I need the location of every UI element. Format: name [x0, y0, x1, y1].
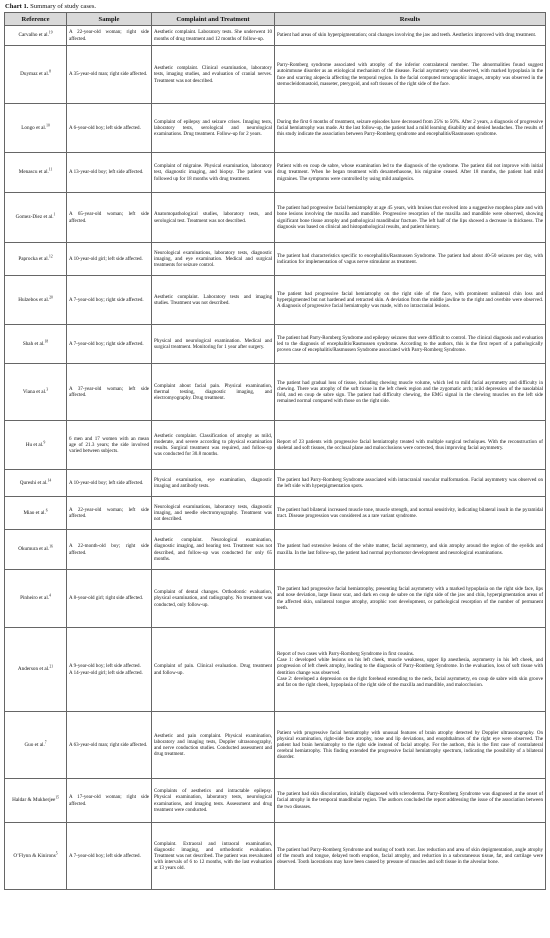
complaint-line: Anatomopathological studies, laboratory tests, and serological test. Treatment was not described.	[154, 211, 272, 224]
sample-line: A 8-year-old girl; right side affected.	[69, 595, 144, 602]
results-line: The patient had progressive facial hemiatrophy on the right side of the face, with prominent unilateral chin loss and hyperpigmented but not hardened and retracted skin. A deviation from the middle jawline to the right and overbite were observed. A diagnosis of progressive facial hemiatrophy was made, with no intracranial lesions.	[277, 290, 543, 310]
table-row	[5, 497, 546, 530]
complaint-line: Aesthetic and pain complaint. Physical examination, laboratory and imaging tests, Doppler ultrasonography, and nerve conduction studies. Conducted assessment and drug treatment.	[154, 732, 272, 758]
results-line: Case 1: developed white lesions on his left cheek, muscle weakness, upper lip anesthesia, asymmetry in his left cheek, and progression of left cheek atrophy, leading to the diagnosis of Parry-Romberg Syndrome. In the evaluation, loss of soft tissue with dentition change was observed.	[277, 657, 543, 676]
complaint-line: Aesthetic complaint. Classification of atrophy as mild, moderate, and severe according to physical examination results. Surgical treatment was required, and follow-up was conducted for 30.8 months.	[154, 432, 272, 458]
results-line: The patient had skin discoloration, initially diagnosed with scleroderma. Parry-Romberg Syndrome was diagnosed at the onset of facial atrophy in the temporal mandibular region. The authors concluded the report addressing the issue of the association between the two diseases.	[277, 791, 543, 810]
table-row	[5, 470, 546, 497]
cell-reference	[5, 325, 67, 364]
reference-text: Qureshi et al.	[19, 479, 48, 486]
header-sample: Sample	[67, 13, 152, 26]
sample-line: A 22-year-old woman; left side affected.	[69, 506, 149, 519]
sample-line: A 7-year-old boy; right side affected.	[69, 340, 144, 347]
cell-complaint	[152, 46, 275, 104]
table-row	[5, 153, 546, 193]
complaint-line: Aesthetic complaint. Laboratory tests. She underwent 10 months of drug treatment and 12 months of follow-up.	[154, 29, 272, 42]
results-line: Report of two cases with Parry-Romberg Syndrome in first cousins.	[277, 651, 414, 658]
cell-results	[275, 243, 546, 276]
results-line: Report of 23 patients with progressive facial hemiatrophy treated with multiple surgical techniques. With the reconstruction of skeletal and soft tissues, the occlusal plane and malocclusions were corrected, thus improving facial asymmetry.	[277, 438, 543, 451]
complaint-line: Aesthetic complaint. Clinical examination, laboratory tests, imaging studies, and evaluation of cranial nerves. Treatment was not described.	[154, 65, 272, 84]
results-line: Parry-Romberg syndrome associated with atrophy of the inferior contralateral member. The abnormalities found suggest autoimmune disorder as an etiological mechanism of the disease. Facial asymmetry was observed, with marked hypoplasia in the face and scarring alopecia affecting the temporal region. In the facial computed tomographic images, atrophy was observed in the sternocleidomastoid, masseter, pterygoid, and soft tissues of the right side of the face.	[277, 62, 543, 87]
cell-reference	[5, 193, 67, 243]
sample-line: A 65-year-old woman; left side affected.	[69, 211, 149, 224]
cell-complaint	[152, 570, 275, 628]
cell-reference	[5, 243, 67, 276]
cell-results	[275, 104, 546, 153]
cell-sample	[67, 570, 152, 628]
complaint-line: Physical examination, eye examination, diagnostic imaging and antibody tests.	[154, 476, 272, 489]
table-row	[5, 823, 546, 890]
cell-complaint	[152, 470, 275, 497]
table-row	[5, 325, 546, 364]
cell-sample	[67, 325, 152, 364]
reference-text: Pinheiro et al.	[20, 595, 50, 602]
cell-sample	[67, 712, 152, 779]
table-row	[5, 628, 546, 712]
cell-complaint	[152, 193, 275, 243]
sample-line: 6 men and 17 women with an mean age of 21.3 years; the side involved varied between subjects.	[69, 435, 149, 455]
cell-results	[275, 779, 546, 823]
study-cases-table	[4, 12, 546, 890]
reference-citation: 9	[43, 440, 46, 445]
cell-reference	[5, 46, 67, 104]
results-line: The patient had extensive lesions of the white matter, facial asymmetry, and skin atrophy around the region of the eyelids and maxilla. In the last follow-up, the patient had normal psychomotor development and neurological examinations.	[277, 543, 543, 556]
cell-reference	[5, 153, 67, 193]
reference-citation: 21	[49, 664, 54, 669]
reference-text: Menascu et al.	[18, 169, 49, 176]
cell-complaint	[152, 325, 275, 364]
sample-line: A 22-year-old woman; right side affected.	[69, 29, 149, 42]
cell-reference	[5, 364, 67, 421]
complaint-line: Complaint about facial pain. Physical examination, thermal testing, diagnostic imaging, and electromyography. Drug treatment.	[154, 382, 272, 402]
table-row	[5, 104, 546, 153]
reference-citation: 14	[47, 478, 52, 483]
cell-complaint	[152, 530, 275, 570]
cell-complaint	[152, 779, 275, 823]
cell-results	[275, 153, 546, 193]
sample-line: A 7-year-old boy; left side affected.	[69, 852, 141, 859]
cell-reference	[5, 779, 67, 823]
reference-text: Guo et al.	[24, 741, 45, 748]
cell-sample	[67, 779, 152, 823]
reference-citation: 12	[49, 254, 53, 259]
complaint-line: Complaint. Extraoral and intraoral examination, diagnostic imaging, and orthodontic evaluation. Treatment was not described. The patient was reevaluated with intervals of 6 to 12 months, with the last evaluation at 13 years old.	[154, 840, 272, 872]
results-line: Patient had areas of skin hyperpigmentation; oral changes involving the jaw and teeth. Aesthetics improved with drug treatment.	[277, 32, 537, 39]
cell-sample	[67, 46, 152, 104]
table-row	[5, 530, 546, 570]
sample-line: A 17-year-old woman; right side affected.	[69, 794, 149, 807]
cell-sample	[67, 421, 152, 470]
cell-reference	[5, 712, 67, 779]
results-line: Case 2: developed a depression on the right forehead extending to the neck, facial asymmetry, en coup de sabre with skin groove and fat on the right cheek, hypoplasia of the right side of the maxilla and mandible, and malocclusion.	[277, 675, 543, 688]
cell-reference	[5, 421, 67, 470]
results-line: The patient had progressive facial hemiatrophy, presenting facial asymmetry with a marked hypoplasia on the right side face, lips and nose deviation, large linear scar, and dark en coup de sabre on the right side of the jaw and chin, hyperpigmentation areas of the affected skin, unilateral tongue atrophy, atrophic root development, or pathological resorption of the number of permanent teeth.	[277, 586, 543, 611]
cell-results	[275, 26, 546, 46]
results-line: The patient had progressive facial hemiatrophy at age 45 years, with bruises that evolved into a suggestive morphea plate and with bone lesions involving the maxilla and mandible. Progressive resorption of the maxilla and mandible were observed, showing significant bone tissue atrophy and pathological mandibular fracture. The left half of the lips showed a decrease in thickness. The diagnosis was based on clinical and histopathological results, and patient history.	[277, 205, 543, 230]
reference-text: Hulzebos et al.	[18, 296, 50, 303]
results-line: The patient had Parry-Romberg Syndrome and epilepsy seizures that were difficult to control. The clinical diagnosis and evaluation led to the diagnosis of encephalitis/Rasmussen syndrome. According to the authors, this is the first report of a pathologically proven case of encephalitis/Rasmussen Syndrome associated with Parry-Romberg Syndrome.	[277, 334, 543, 354]
reference-text: Viana et al.	[22, 388, 47, 395]
cell-complaint	[152, 276, 275, 325]
table-row	[5, 779, 546, 823]
reference-text: Anderson et al.	[17, 666, 50, 673]
cell-complaint	[152, 421, 275, 470]
cell-sample	[67, 243, 152, 276]
complaint-line: Physical and neurological examination. Medical and surgical treatment. Monitoring for 1 year after surgery.	[154, 337, 272, 350]
cell-results	[275, 193, 546, 243]
reference-citation: 19	[48, 30, 53, 35]
sample-line: A 37-year-old woman; left side affected.	[69, 385, 149, 398]
reference-text: Miao et al.	[23, 509, 46, 516]
reference-citation: 11	[48, 167, 53, 172]
cell-reference	[5, 628, 67, 712]
complaint-line: Complaint of epilepsy and seizure crises. Imaging tests, laboratory tests, serological and neurological examinations. Drug treatment. Follow-up for 2 years.	[154, 118, 272, 138]
results-line: Patient with progressive facial hemiatrophy with unusual features of brain atrophy detected by Doppler ultrasonography. On physical examination, right-side face atrophy, nose and lip deviations, and enophthalmos of the right eye were observed. The patient had brain hemiatrophy to the right side instead of facial atrophy. For the authors, this is the first case of contralateral cerebral hemiatrophy. This finding extended the progressive facial hemiatrophy spectrum, indicating the possibility of a bilateral disorder.	[277, 729, 543, 761]
reference-citation: 16	[49, 544, 53, 549]
caption-label: Chart 1.	[5, 3, 29, 10]
cell-sample	[67, 530, 152, 570]
header-results: Results	[275, 13, 546, 26]
cell-complaint	[152, 104, 275, 153]
results-line: The patient had Parry-Romberg Syndrome and tearing of tooth root. Jaw reduction and area of skin depigmentation, angle atrophy of the mouth and tongue, delayed tooth eruption, facial atrophy, and reduction in a subcutaneous tissue, fat, and cartilage were observed. Tooth lacerations may have been caused by pressure of muscles and soft tissue in the alveolar bone.	[277, 846, 543, 866]
cell-results	[275, 46, 546, 104]
table-header-row	[5, 13, 546, 26]
sample-line: A 13-year-old boy; left side affected.	[69, 169, 144, 176]
table-row	[5, 193, 546, 243]
sample-line: A 9-year-old boy; left side affected.	[69, 663, 141, 670]
cell-reference	[5, 530, 67, 570]
reference-citation: 15	[55, 795, 59, 800]
cell-results	[275, 570, 546, 628]
cell-sample	[67, 104, 152, 153]
cell-results	[275, 628, 546, 712]
complaint-line: Neurological examinations, laboratory tests, diagnostic imaging, and needle electromyography. Treatment was not described.	[154, 503, 272, 523]
reference-text: Gomez-Diez et al.	[15, 214, 54, 221]
table-caption	[5, 3, 546, 11]
cell-sample	[67, 364, 152, 421]
results-line: The patient had characteristics specific to encephalitis/Rasmussen Syndrome. The patient had about 40-50 seizures per day, with indication for implementation of vagus nerve stimulator as treatment.	[277, 252, 543, 265]
cell-sample	[67, 276, 152, 325]
complaint-line: Complaints of aesthetics and intractable epilepsy. Physical examination, laboratory tests, neurological examinations, and imaging tests. Assessment and drug treatment were conducted.	[154, 788, 272, 813]
results-line: The patient had Parry-Romberg Syndrome associated with intracranial vascular malformation. Facial asymmetry was observed on the left side with hyperpigmentation spots.	[277, 476, 543, 489]
cell-reference	[5, 823, 67, 890]
reference-citation: 18	[44, 339, 49, 344]
table-row	[5, 570, 546, 628]
results-line: Patient with en coup de sabre, whose examination led to the diagnosis of the syndrome. The patient did not improve with initial drug treatment. When he began treatment with dexamethasone, his migraine ceased. After 18 months, the patient had mild migraines. The symptoms were controlled by using mild analgesics.	[277, 163, 543, 182]
results-line: The patient had bilateral increased muscle tone, muscle strength, and normal sensitivity, indicating bilateral insult in the pyramidal tract. Disease progression was considered as a rare variant syndrome.	[277, 506, 543, 519]
caption-text: Summary of study cases.	[30, 3, 97, 10]
cell-complaint	[152, 823, 275, 890]
cell-results	[275, 497, 546, 530]
cell-sample	[67, 497, 152, 530]
reference-citation: 5	[55, 851, 58, 856]
reference-citation: 1	[53, 212, 56, 217]
complaint-line: Neurological examinations, laboratory tests, diagnostic imaging, and eye examination. Medical and surgical treatments for seizure control.	[154, 249, 272, 269]
table-row	[5, 46, 546, 104]
table-row	[5, 243, 546, 276]
table-row	[5, 421, 546, 470]
reference-citation: 6	[45, 508, 48, 513]
reference-citation: 4	[49, 593, 51, 598]
sample-line: A 6-year-old boy; left side affected.	[69, 124, 141, 131]
cell-complaint	[152, 243, 275, 276]
reference-text: Carvalho et al.	[18, 32, 49, 39]
reference-text: Duymaz et al.	[20, 71, 50, 78]
sample-line: A 35-year-old man; right side affected.	[69, 71, 148, 78]
cell-complaint	[152, 153, 275, 193]
table-body	[5, 26, 546, 890]
cell-sample	[67, 153, 152, 193]
reference-citation: 7	[44, 740, 47, 745]
sample-line: A 10-year-old boy; left side affected.	[69, 479, 144, 486]
reference-text: Haldar & Mukherjee	[12, 797, 56, 804]
cell-sample	[67, 26, 152, 46]
table-row	[5, 26, 546, 46]
reference-citation: 3	[46, 387, 49, 392]
sample-line: A 14-year-old girl; left side affected.	[69, 669, 143, 676]
reference-citation: 20	[49, 295, 53, 300]
reference-citation: 10	[46, 123, 50, 128]
table-row	[5, 712, 546, 779]
sample-line: A 10-year-old girl; left side affected.	[69, 255, 143, 262]
cell-results	[275, 530, 546, 570]
header-complaint: Complaint and Treatment	[152, 13, 275, 26]
cell-reference	[5, 276, 67, 325]
cell-sample	[67, 628, 152, 712]
cell-results	[275, 823, 546, 890]
cell-complaint	[152, 26, 275, 46]
cell-sample	[67, 823, 152, 890]
complaint-line: Complaint of migraine. Physical examination, laboratory test, diagnostic imaging, and biopsy. The patient was followed up for 18 months with drug treatment.	[154, 163, 272, 182]
reference-text: Longo et al.	[21, 124, 47, 131]
cell-results	[275, 325, 546, 364]
sample-line: A 63-year-old man; right side affected.	[69, 741, 148, 748]
cell-sample	[67, 193, 152, 243]
reference-text: Shah et al.	[22, 340, 45, 347]
complaint-line: Complaint of pain. Clinical evaluation. Drug treatment and follow-up.	[154, 663, 272, 676]
reference-text: O’Flynn & Kinirons	[13, 852, 56, 859]
cell-complaint	[152, 364, 275, 421]
cell-sample	[67, 470, 152, 497]
sample-line: A 22-month-old boy; right side affected.	[69, 543, 149, 556]
reference-text: Hu et al.	[25, 441, 44, 448]
cell-reference	[5, 104, 67, 153]
cell-results	[275, 276, 546, 325]
cell-complaint	[152, 712, 275, 779]
table-row	[5, 364, 546, 421]
complaint-line: Aesthetic complaint. Neurological examination, diagnostic imaging, and hearing test. Treatment was not described, and follow-up was conducted for only 65 months.	[154, 537, 272, 562]
results-line: The patient had gradual loss of tissue, including chewing muscle volume, which led to mild facial asymmetry and difficulty in chewing. There was atrophy of the soft tissue in the left cheek region and the zygomatic arch; mild depression of the nasolabial fold, and en coup de sabre sign. The patient had difficulty chewing, the EMG signal in the chewing muscles on the left side remained normal compared with those on the right side.	[277, 379, 543, 405]
table-row	[5, 276, 546, 325]
cell-results	[275, 364, 546, 421]
reference-text: Paprocka et al.	[18, 255, 50, 262]
cell-results	[275, 421, 546, 470]
cell-results	[275, 470, 546, 497]
cell-results	[275, 712, 546, 779]
cell-reference	[5, 497, 67, 530]
reference-text: Okumura et al.	[18, 546, 50, 553]
sample-line: A 7-year-old boy; right side affected.	[69, 296, 144, 303]
cell-complaint	[152, 497, 275, 530]
complaint-line: Complaint of dental changes. Orthodontic evaluation, physical examination, and radiography. No treatment was conducted, only follow-up.	[154, 589, 272, 608]
complaint-line: Aesthetic complaint. Laboratory tests and imaging studies. Treatment was not described.	[154, 293, 272, 306]
cell-reference	[5, 570, 67, 628]
cell-reference	[5, 470, 67, 497]
cell-reference	[5, 26, 67, 46]
results-line: During the first 6 months of treatment, seizure episodes have decreased from 25% to 50%. After 2 years, a diagnosis of progressive facial hemiatrophy was made. At the last follow-up, the patient had a mild learning disability and denied headaches. The results of this study indicate the association between Parry-Romberg syndrome and encephalitis/Rasmussen syndrome.	[277, 118, 543, 138]
reference-citation: 8	[49, 69, 51, 74]
header-reference: Reference	[5, 13, 67, 26]
cell-complaint	[152, 628, 275, 712]
